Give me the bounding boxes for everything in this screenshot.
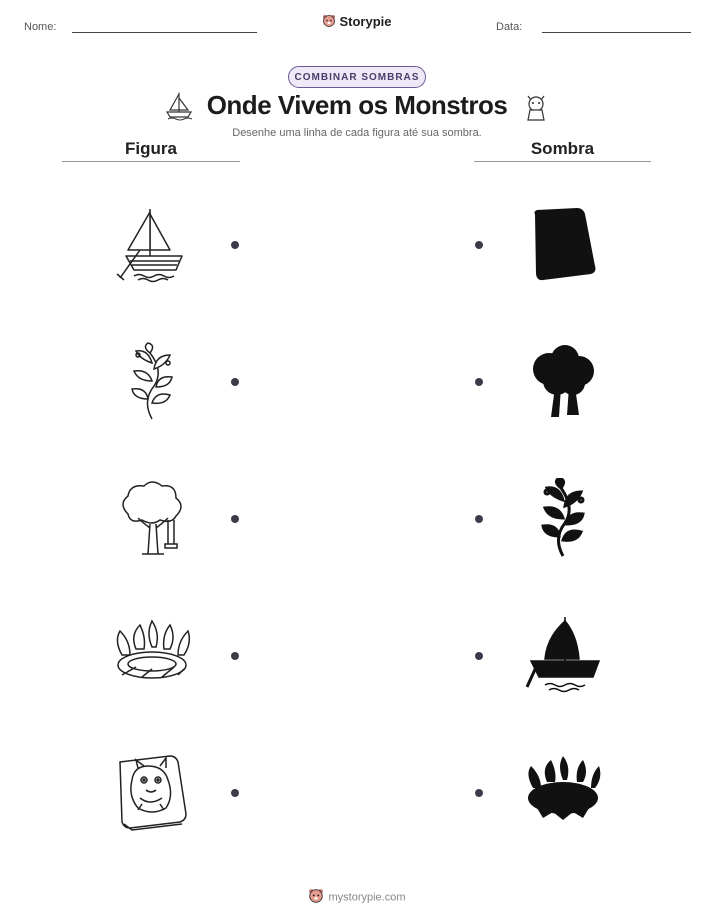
date-field[interactable]	[542, 32, 691, 33]
figure-dot-2[interactable]	[231, 378, 239, 386]
crown-shadow-icon	[523, 752, 603, 832]
vine-shadow-icon	[523, 478, 603, 558]
boat-shadow-icon	[523, 615, 603, 695]
shadow-column-header: Sombra	[530, 139, 595, 158]
shadow-dot-3[interactable]	[475, 515, 483, 523]
monster-book-icon	[112, 752, 192, 832]
monster-decoration-icon	[520, 90, 552, 127]
figure-dot-4[interactable]	[231, 652, 239, 660]
leaf-crown-icon	[112, 615, 192, 695]
instructions: Desenhe uma linha de cada figura até sua sombra.	[232, 127, 482, 139]
brand	[0, 14, 714, 31]
brand-name: Storypie	[339, 14, 392, 29]
footer-url[interactable]: mystorypie.com	[328, 891, 406, 904]
shadow-dot-5[interactable]	[475, 789, 483, 797]
bear-logo-icon	[322, 14, 336, 31]
vine-icon	[112, 341, 192, 421]
figure-column-rule	[62, 161, 240, 162]
boat-icon	[112, 204, 192, 284]
figure-dot-5[interactable]	[231, 789, 239, 797]
page-title: Onde Vivem os Monstros	[206, 90, 508, 120]
shadow-dot-2[interactable]	[475, 378, 483, 386]
footer	[0, 888, 714, 907]
name-field[interactable]	[72, 32, 257, 33]
activity-badge: COMBINAR SOMBRAS	[288, 66, 426, 88]
figure-dot-3[interactable]	[231, 515, 239, 523]
shadow-column-rule	[474, 161, 651, 162]
figure-column-header: Figura	[125, 139, 177, 158]
name-label: Nome:	[24, 21, 57, 33]
figure-dot-1[interactable]	[231, 241, 239, 249]
bear-logo-icon	[308, 888, 324, 907]
shadow-dot-1[interactable]	[475, 241, 483, 249]
shadow-dot-4[interactable]	[475, 652, 483, 660]
tree-swing-icon	[112, 478, 192, 558]
date-label: Data:	[496, 21, 523, 33]
book-shadow-icon	[523, 204, 603, 284]
tree-shadow-icon	[523, 341, 603, 421]
